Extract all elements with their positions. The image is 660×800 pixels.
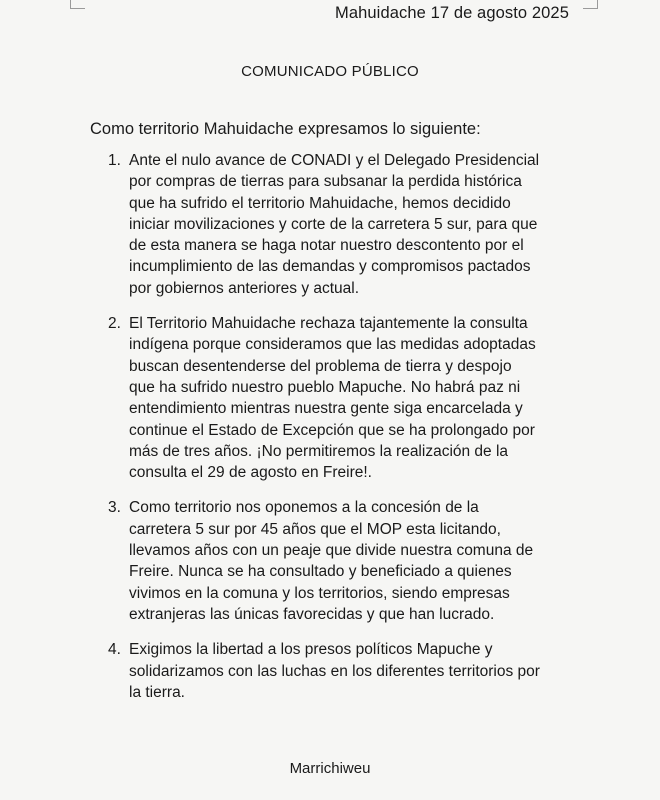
list-item-text: El Territorio Mahuidache rechaza tajantemente la consulta indígena porque consideramos que las medidas adoptadas buscan desentenderse del problema de tierra y despojo que ha sufrido nuestro pueblo Mapuche. No habrá paz ni entendimiento mientras nuestra gente siga encarcelada y continue el Estado de Excepción que se ha prolongado por más de tres años. ¡No permitiremos la realización de la consulta el 29 de agosto en Freire!. — [129, 315, 536, 482]
list-item-number: 4. — [108, 641, 121, 659]
list-item-text: Exigimos la libertad a los presos políticos Mapuche y solidarizamos con las luchas en los diferentes territorios por la tierra. — [129, 641, 540, 701]
document-title: COMUNICADO PÚBLICO — [241, 63, 419, 80]
list-item-number: 2. — [108, 315, 121, 333]
list-item-number: 3. — [108, 499, 121, 517]
closing-signature: Marrichiweu — [289, 760, 371, 777]
intro-paragraph: Como territorio Mahuidache expresamos lo siguiente: — [90, 120, 481, 138]
list-item-text: Como territorio nos oponemos a la concesión de la carretera 5 sur por 45 años que el MOP esta licitando, llevamos años con un peaje que divide nuestra comuna de Freire. Nunca se ha consultado y beneficiado a quienes vivimos en la comuna y los territorios, siendo empresas extranjeras las únicas favorecidas y que han lucrado. — [129, 499, 534, 623]
page-corner-mark-left — [70, 0, 85, 9]
list-item — [90, 639, 540, 703]
page-corner-mark-right — [583, 0, 598, 9]
date-line: Mahuidache 17 de agosto 2025 — [335, 4, 569, 22]
numbered-list — [90, 150, 540, 717]
list-item-text: Ante el nulo avance de CONADI y el Delegado Presidencial por compras de tierras para subsanar la perdida histórica que ha sufrido el territorio Mahuidache, hemos decidido iniciar movilizaciones y corte de la carretera 5 sur, para que de esta manera se haga notar nuestro descontento por el incumplimiento de las demandas y compromisos pactados por gobiernos anteriores y actual. — [129, 152, 540, 297]
list-item-number: 1. — [108, 152, 121, 169]
list-item — [90, 497, 540, 625]
list-item — [90, 150, 540, 299]
list-item — [90, 313, 540, 483]
